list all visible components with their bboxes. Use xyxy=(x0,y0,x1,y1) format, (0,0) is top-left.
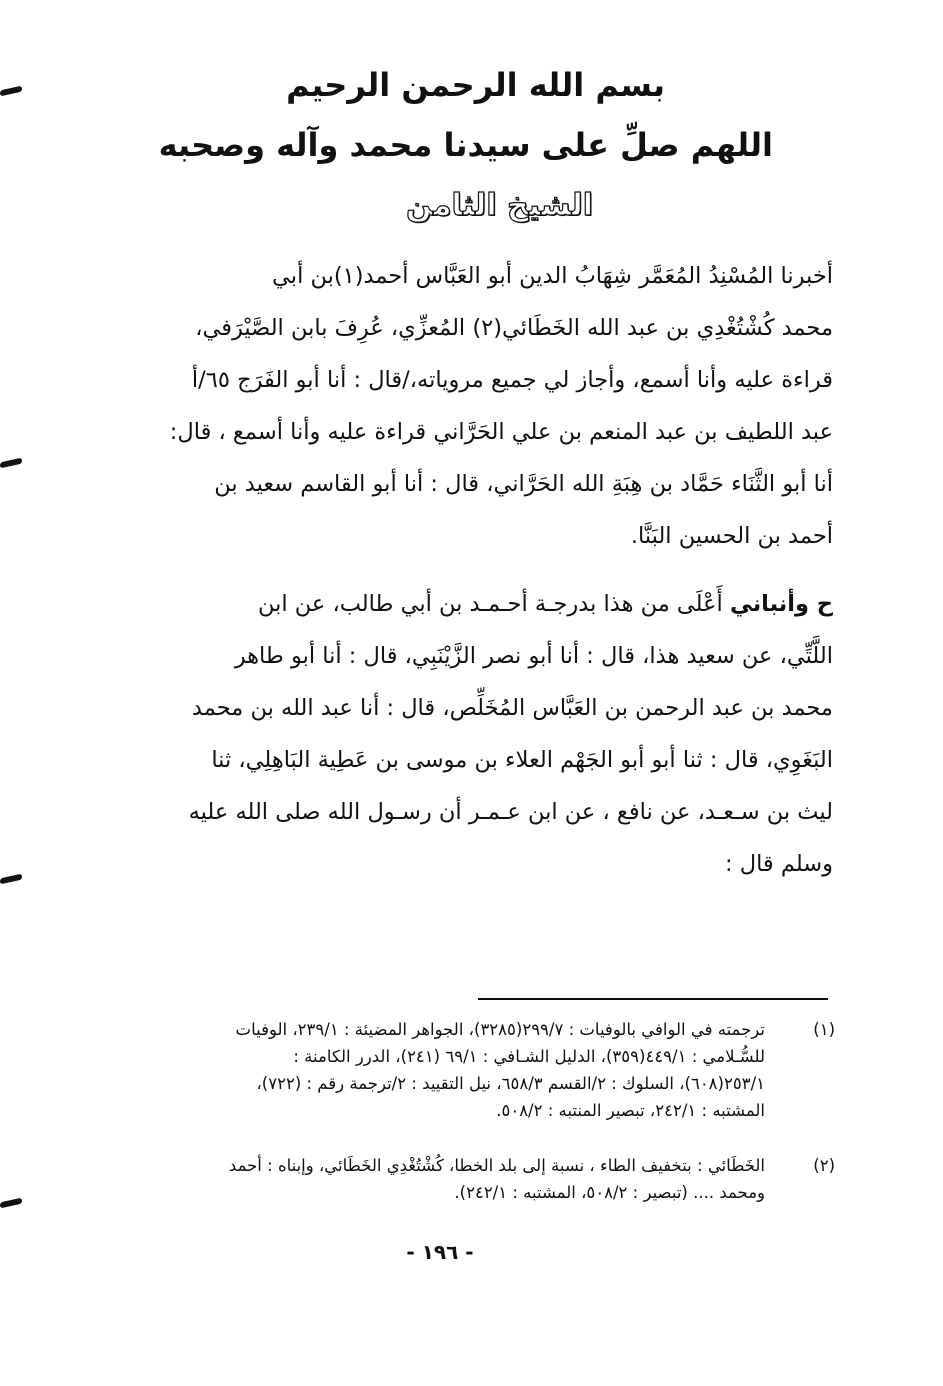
footnote-line: ومحمد .... (تبصير : ٥٠٨/٢، المشتبه : ٢٤٢/١). xyxy=(454,1183,765,1202)
text-line: البَغَوِي، قال : ثنا أبو أبو الجَهْم العلاء بن موسى بن عَطِية البَاهِلِي، ثنا xyxy=(211,747,833,773)
text-line: اللَّتِّي، عن سعيد هذا، قال : أنا أبو نصر الزَّيْنَبِي، قال : أنا أبو طاهر xyxy=(234,643,833,669)
left-margin-mark xyxy=(0,874,22,885)
footnote-text xyxy=(155,1016,765,1124)
text-line: وسلم قال : xyxy=(725,851,833,877)
footnote-line: المشتبه : ٢٤٢/١، تبصير المنتبه : ٥٠٨/٢. xyxy=(496,1101,765,1120)
basmala-heading: بسم الله الرحمن الرحيم xyxy=(286,66,665,104)
text-line: محمد كُشْتُغْدِي بن عبد الله الخَطَائي(٢) المُعزِّي، عُرِفَ بابن الصَّيْرَفي، xyxy=(195,315,833,341)
page-number: - ١٩٦ - xyxy=(406,1240,474,1264)
text-line: أحمد بن الحسين البَنَّا. xyxy=(630,523,833,549)
text-line: قراءة عليه وأنا أسمع، وأجاز لي جميع مروياته،/قال : أنا أبو الفَرَج ٦٥/أ xyxy=(191,367,833,393)
footnote-line: الخَطَائي : بتخفيف الطاء ، نسبة إلى بلد الخطا، كُشْتُغْدِي الخَطَائي، وإبناه : أحمد xyxy=(228,1156,765,1175)
left-margin-mark xyxy=(0,1198,22,1209)
paragraph-isnad-2 xyxy=(155,578,833,890)
text-line: ليث بن سـعـد، عن نافع ، عن ابن عـمـر أن رسـول الله صلى الله عليه xyxy=(188,799,833,825)
footnote-1 xyxy=(155,1016,835,1146)
left-margin-mark xyxy=(0,86,22,97)
text-line: محمد بن عبد الرحمن بن العَبَّاس المُخَلِّص، قال : أنا عبد الله بن محمد xyxy=(191,695,833,721)
section-title: الشيخ الثامن xyxy=(405,188,593,223)
text-line: عبد اللطيف بن عبد المنعم بن علي الحَرَّاني قراءة عليه وأنا أسمع ، قال: xyxy=(169,419,833,445)
text-line-rest: أَعْلَى من هذا بدرجـة أحـمـد بن أبي طالب، عن ابن xyxy=(257,591,730,617)
footnote-separator xyxy=(478,998,828,1000)
text-line: أخبرنا المُسْنِدُ المُعَمَّر شِهَابُ الدين أبو العَبَّاس أحمد(١)بن أبي xyxy=(272,263,833,289)
footnote-line: للسُّـلامي : ٤٤٩/١(٣٥٩)، الدليل الشـافي : ٦٩/١ (٢٤١)، الدرر الكامنة : xyxy=(293,1047,765,1066)
left-margin-mark xyxy=(0,458,22,469)
footnote-line: ترجمته في الوافي بالوفيات : ٢٩٩/٧(٣٢٨٥)، الجواهر المضيئة : ٢٣٩/١، الوفيات xyxy=(235,1020,765,1039)
paragraph-isnad-1 xyxy=(155,250,833,562)
footnote-text xyxy=(155,1152,765,1206)
footnote-2 xyxy=(155,1152,835,1208)
salawat-heading: اللهم صلِّ على سيدنا محمد وآله وصحبه xyxy=(158,126,773,164)
tahwil-marker: ح وأنباني xyxy=(729,591,833,617)
footnote-line: ٢٥٣/١(٦٠٨)، السلوك : ٢/القسم ٦٥٨/٣، نيل التقييد : ٢/ترجمة رقم : (٧٢٢)، xyxy=(256,1074,765,1093)
text-line xyxy=(155,578,833,630)
footnote-number: (١) xyxy=(813,1020,835,1039)
footnote-number: (٢) xyxy=(813,1156,835,1175)
text-line: أنا أبو الثَّنَاء حَمَّاد بن هِبَةِ الله الحَرَّاني، قال : أنا أبو القاسم سعيد بن xyxy=(214,471,833,497)
